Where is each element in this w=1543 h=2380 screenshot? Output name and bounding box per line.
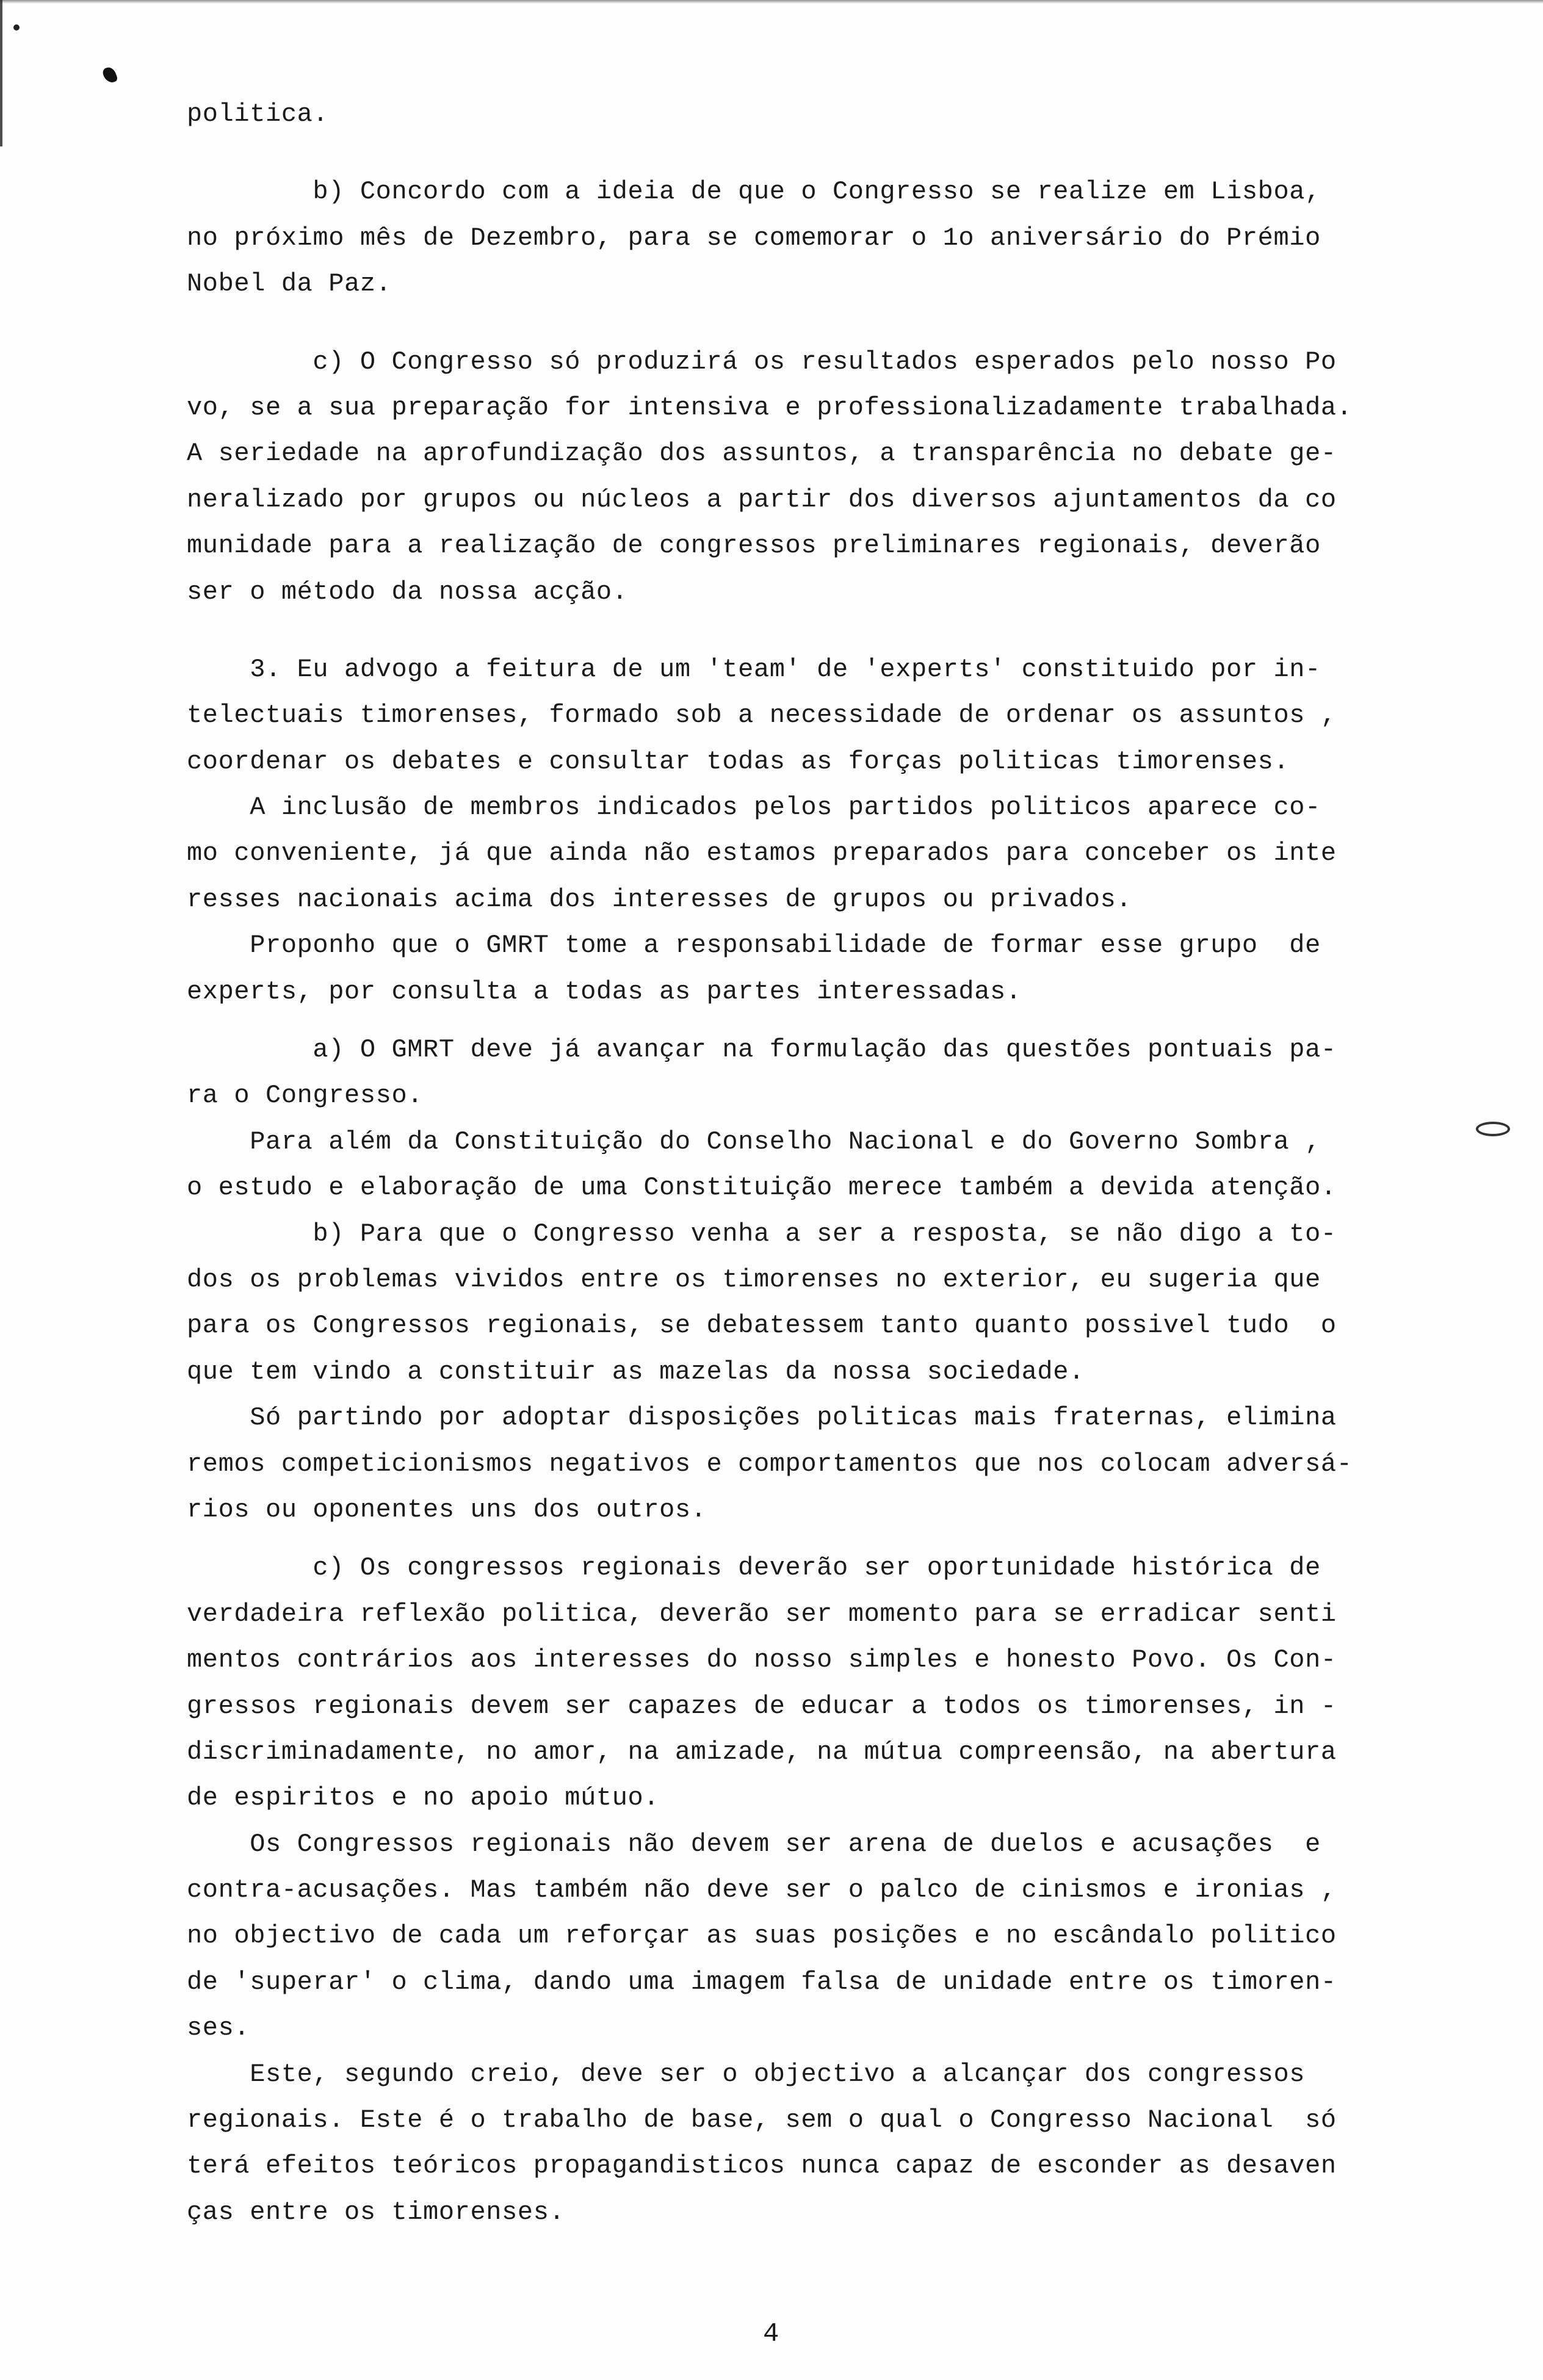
paragraph: [187, 1027, 1386, 1533]
text-line: c) O Congresso só produzirá os resultados esperados pelo nosso Po: [187, 347, 1337, 377]
text-line: ças entre os timorenses.: [187, 2197, 565, 2227]
text-line: vo, se a sua preparação for intensiva e professionalizadamente trabalhada.: [187, 392, 1353, 422]
text-line: dos os problemas vividos entre os timorenses no exterior, eu sugeria que: [187, 1264, 1321, 1294]
scan-edge-left: [0, 0, 2, 146]
text-line: regionais. Este é o trabalho de base, sem o qual o Congresso Nacional só: [187, 2105, 1337, 2135]
text-line: A seriedade na aprofundização dos assuntos, a transparência no debate ge-: [187, 439, 1337, 469]
text-line: A inclusão de membros indicados pelos partidos politicos aparece co-: [187, 793, 1321, 823]
text-line: remos competicionismos negativos e comportamentos que nos colocam adversá-: [187, 1449, 1353, 1479]
text-line: b) Concordo com a ideia de que o Congresso se realize em Lisboa,: [187, 177, 1321, 207]
text-line: no objectivo de cada um reforçar as suas posições e no escândalo politico: [187, 1921, 1337, 1951]
text-line: no próximo mês de Dezembro, para se comemorar o 1o aniversário do Prémio: [187, 223, 1321, 253]
scan-edge-top: [0, 0, 1543, 4]
text-line: mentos contrários aos interesses do nosso simples e honesto Povo. Os Con-: [187, 1645, 1337, 1675]
text-line: Os Congressos regionais não devem ser arena de duelos e acusações e: [187, 1829, 1321, 1859]
text-line: Proponho que o GMRT tome a responsabilidade de formar esse grupo de: [187, 931, 1321, 961]
text-line: gressos regionais devem ser capazes de educar a todos os timorenses, in -: [187, 1691, 1337, 1721]
text-line: que tem vindo a constituir as mazelas da nossa sociedade.: [187, 1357, 1085, 1387]
document-body: [187, 92, 1386, 2235]
paragraph: [187, 339, 1386, 615]
text-line: b) Para que o Congresso venha a ser a resposta, se não digo a to-: [187, 1219, 1337, 1249]
paragraph: [187, 1545, 1386, 2235]
margin-mark: [1476, 1122, 1510, 1136]
text-line: c) Os congressos regionais deverão ser oportunidade histórica de: [187, 1553, 1321, 1583]
text-line: Este, segundo creio, deve ser o objectivo a alcançar dos congressos: [187, 2059, 1306, 2089]
paragraph: [187, 92, 1386, 137]
text-line: o estudo e elaboração de uma Constituição merece também a devida atenção.: [187, 1173, 1337, 1203]
text-line: neralizado por grupos ou núcleos a partir dos diversos ajuntamentos da co: [187, 485, 1337, 514]
text-line: mo conveniente, já que ainda não estamos preparados para conceber os inte: [187, 838, 1337, 868]
text-line: munidade para a realização de congressos preliminares regionais, deverão: [187, 531, 1321, 561]
text-line: rios ou oponentes uns dos outros.: [187, 1495, 707, 1524]
text-line: discriminadamente, no amor, na amizade, na mútua compreensão, na abertura: [187, 1737, 1337, 1767]
page-number: 4: [763, 2319, 779, 2349]
paragraph: [187, 169, 1386, 307]
text-line: ses.: [187, 2013, 250, 2043]
text-line: ser o método da nossa acção.: [187, 577, 628, 607]
text-line: politica.: [187, 99, 329, 129]
ink-blot: [101, 65, 118, 84]
text-line: de 'superar' o clima, dando uma imagem falsa de unidade entre os timoren-: [187, 1967, 1337, 1997]
text-line: telectuais timorenses, formado sob a necessidade de ordenar os assuntos ,: [187, 701, 1337, 730]
text-line: experts, por consulta a todas as partes interessadas.: [187, 976, 1022, 1006]
paragraph: [187, 647, 1386, 1015]
text-line: contra-acusações. Mas também não deve ser o palco de cinismos e ironias ,: [187, 1875, 1337, 1905]
text-line: ra o Congresso.: [187, 1081, 424, 1111]
text-line: verdadeira reflexão politica, deverão ser momento para se erradicar senti: [187, 1599, 1337, 1629]
text-line: 3. Eu advogo a feitura de um 'team' de 'experts' constituido por in-: [187, 654, 1321, 684]
text-line: resses nacionais acima dos interesses de grupos ou privados.: [187, 884, 1132, 914]
text-line: a) O GMRT deve já avançar na formulação das questões pontuais pa-: [187, 1035, 1337, 1065]
text-line: terá efeitos teóricos propagandisticos nunca capaz de esconder as desaven: [187, 2151, 1337, 2181]
text-line: Para além da Constituição do Conselho Nacional e do Governo Sombra ,: [187, 1127, 1321, 1156]
scan-speck: [13, 24, 20, 31]
text-line: para os Congressos regionais, se debatessem tanto quanto possivel tudo o: [187, 1311, 1337, 1341]
text-line: Só partindo por adoptar disposições politicas mais fraternas, elimina: [187, 1403, 1337, 1433]
text-line: coordenar os debates e consultar todas as forças politicas timorenses.: [187, 746, 1290, 776]
text-line: de espiritos e no apoio mútuo.: [187, 1783, 660, 1813]
text-line: Nobel da Paz.: [187, 269, 392, 299]
